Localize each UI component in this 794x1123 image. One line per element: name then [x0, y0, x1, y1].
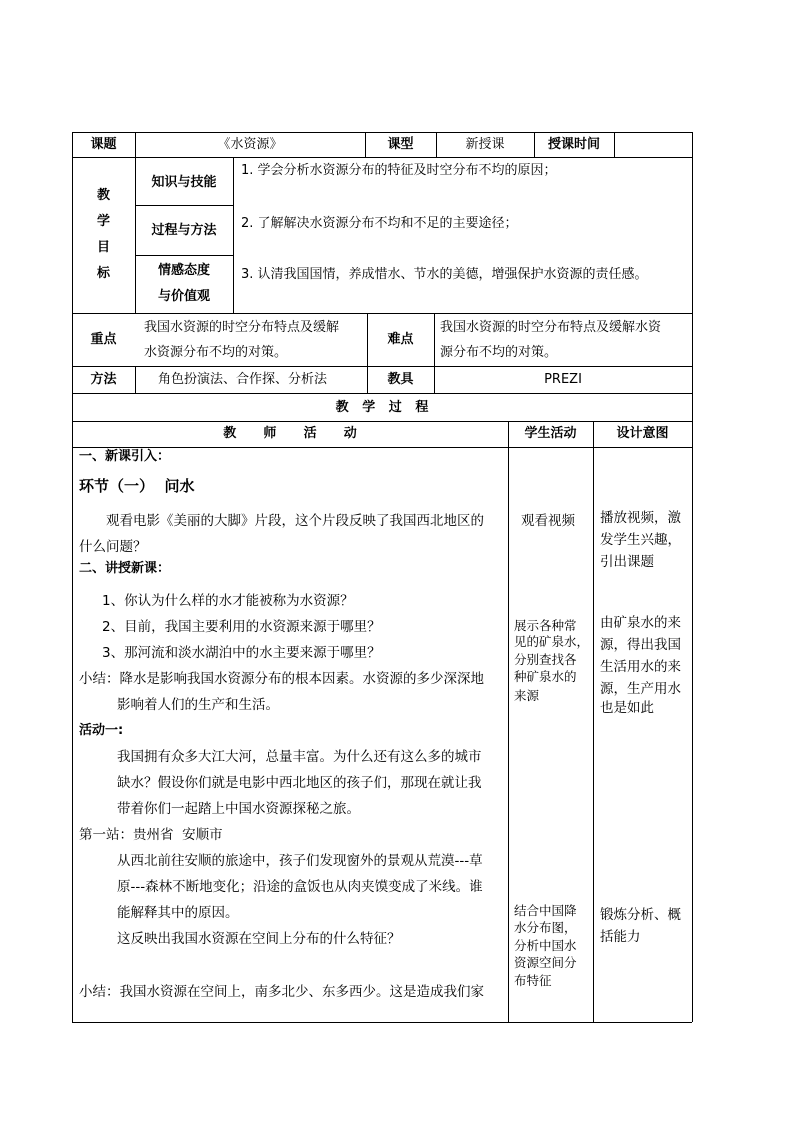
goal-attitude-label-1: 情感态度	[157, 263, 210, 278]
p1-line1: 观看电影《美丽的大脚》片段，这个片段反映了我国西北地区的	[106, 513, 484, 529]
time-label: 授课时间	[547, 137, 600, 152]
col-student-header: 学生活动	[524, 426, 577, 441]
stop1-line1: 从西北前往安顺的旅途中，孩子们发现窗外的景观从荒漠---草	[117, 853, 483, 869]
type-value: 新授课	[465, 137, 505, 152]
stop1-line2: 原---森林不断地变化；沿途的盒饭也从肉夹馍变成了米线。谁	[117, 879, 483, 895]
difficulty-label: 难点	[387, 332, 414, 347]
goal-attitude-label-2: 与价值观	[157, 289, 210, 304]
stop1-question: 这反映出我国水资源在空间上分布的什么特征？	[117, 931, 401, 947]
key-label: 重点	[90, 332, 117, 347]
intro-heading: 一、新课引入：	[79, 449, 171, 464]
p1-line2: 什么问题？	[79, 539, 147, 555]
tools-value: PREZI	[544, 372, 582, 387]
col-design-header: 设计意图	[616, 426, 669, 441]
activity1-heading: 活动一:	[79, 723, 124, 738]
type-label: 课型	[387, 137, 414, 152]
goal-attitude-text: 3. 认清我国国情，养成惜水、节水的美德，增强保护水资源的责任感。	[241, 267, 648, 282]
question-3: 3、那河流和淡水湖泊中的水主要来源于哪里？	[102, 645, 381, 661]
key-text-1: 我国水资源的时空分布特点及缓解	[144, 320, 340, 335]
topic-label: 课题	[90, 137, 117, 152]
tools-label: 教具	[387, 372, 414, 387]
question-2: 2、目前，我国主要利用的水资源来源于哪里？	[102, 619, 381, 635]
process-title: 教 学 过 程	[335, 400, 429, 415]
col-teacher-header: 教 师 活 动	[223, 426, 357, 441]
summary1-line2: 影响着人们的生产和生活。	[117, 697, 279, 713]
method-value: 角色扮演法、合作探、分析法	[158, 372, 328, 387]
stop1-heading: 第一站：贵州省 安顺市	[79, 827, 223, 843]
summary1-line1: 小结：降水是影响我国水资源分布的根本因素。水资源的多少深深地	[79, 671, 484, 687]
teach-heading: 二、讲授新课：	[79, 561, 171, 576]
goal-process-text: 2. 了解解决水资源分布不均和不足的主要途径；	[241, 216, 518, 231]
key-text-2: 水资源分布不均的对策。	[144, 345, 288, 360]
stop1-line3: 能解释其中的原因。	[117, 905, 239, 921]
method-label: 方法	[90, 372, 117, 387]
difficulty-text-1: 我国水资源的时空分布特点及缓解水资	[440, 320, 662, 335]
difficulty-text-2: 源分布不均的对策。	[440, 345, 558, 360]
goal-knowledge-text: 1. 学会分析水资源分布的特征及时空分布不均的原因；	[241, 163, 557, 178]
question-1: 1、你认为什么样的水才能被称为水资源？	[102, 593, 354, 609]
activity1-line2: 缺水？假设你们就是电影中西北地区的孩子们，那现在就让我	[117, 775, 482, 791]
section1-heading: 环节（一） 问水	[79, 477, 195, 495]
activity1-line3: 带着你们一起踏上中国水资源探秘之旅。	[117, 801, 360, 817]
student-activity-1: 观看视频	[521, 513, 575, 529]
topic-value: 《水资源》	[217, 137, 283, 152]
activity1-line1: 我国拥有众多大江大河，总量丰富。为什么还有这么多的城市	[117, 749, 482, 765]
goal-process-label: 过程与方法	[151, 223, 217, 238]
summary2-line1: 小结：我国水资源在空间上，南多北少、东多西少。这是造成我们家	[79, 984, 484, 1000]
goal-knowledge-label: 知识与技能	[151, 175, 217, 190]
